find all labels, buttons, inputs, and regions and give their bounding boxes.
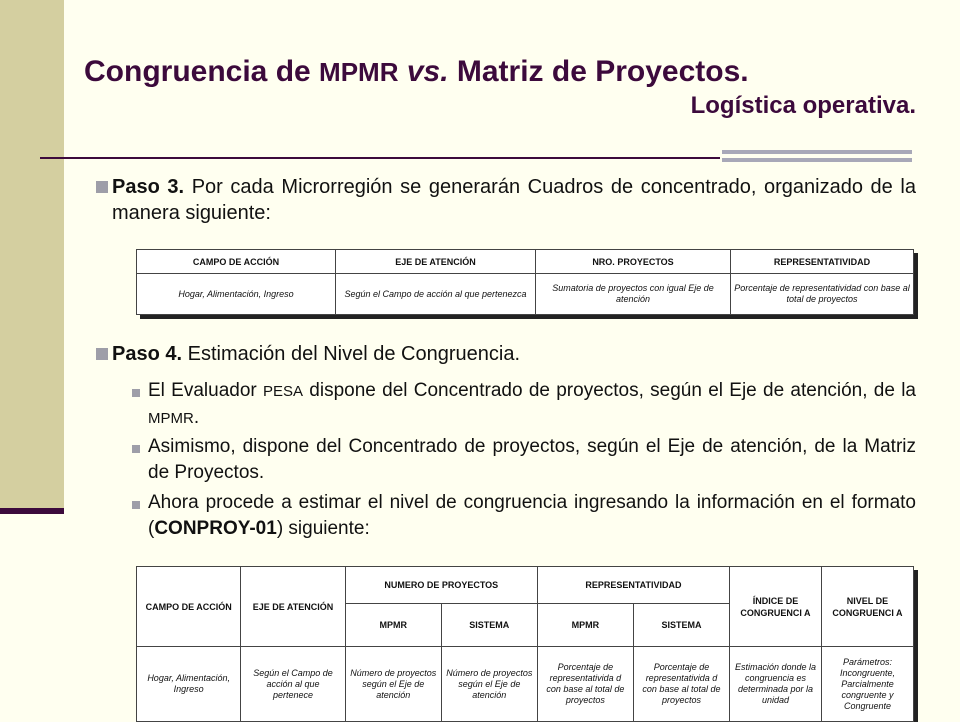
table-row bbox=[137, 647, 914, 722]
table-header-cell: ÍNDICE DE CONGRUENCI A bbox=[730, 567, 822, 647]
table-header-cell: NIVEL DE CONGRUENCI A bbox=[821, 567, 913, 647]
table-header-cell: MPMR bbox=[345, 604, 441, 647]
title-divider-accent bbox=[722, 150, 912, 162]
conproy-table bbox=[136, 566, 914, 722]
table-header-row bbox=[137, 567, 914, 604]
table-header-cell: REPRESENTATIVIDAD bbox=[537, 567, 729, 604]
table-cell: Porcentaje de representativida d con base al total de proyectos bbox=[537, 647, 633, 722]
table-cell: Porcentaje de representatividad con base al total de proyectos bbox=[731, 274, 914, 315]
table-cell: Porcentaje de representativida d con base al total de proyectos bbox=[633, 647, 729, 722]
sub-bullet-ahora: Ahora procede a estimar el nivel de congruencia ingresando la información en el formato (CONPROY-01) siguiente: bbox=[148, 492, 916, 539]
table-header-cell: NUMERO DE PROYECTOS bbox=[345, 567, 537, 604]
table-header-cell: SISTEMA bbox=[441, 604, 537, 647]
title-subtitle: Logística operativa. bbox=[690, 92, 916, 119]
table-cell: Hogar, Alimentación, Ingreso bbox=[137, 274, 336, 315]
table-cell: Hogar, Alimentación, Ingreso bbox=[137, 647, 241, 722]
slide-title bbox=[84, 54, 916, 122]
table-header-cell: EJE DE ATENCIÓN bbox=[336, 250, 536, 274]
table-cell: Estimación donde la congruencia es determinada por la unidad bbox=[730, 647, 822, 722]
table-header-cell: EJE DE ATENCIÓN bbox=[241, 567, 345, 647]
paso3-paragraph: Paso 3. Por cada Microrregión se generarán Cuadros de concentrado, organizado de la manera siguiente: bbox=[112, 176, 916, 224]
table-header-cell: CAMPO DE ACCIÓN bbox=[137, 250, 336, 274]
bullet-square-icon bbox=[132, 501, 140, 509]
sidebar-foot bbox=[0, 508, 64, 514]
bullet-square-icon bbox=[96, 181, 108, 193]
table-cell: Sumatoria de proyectos con igual Eje de atención bbox=[536, 274, 731, 315]
table-row bbox=[137, 274, 914, 315]
bullet-square-icon bbox=[132, 389, 140, 397]
bullet-square-icon bbox=[132, 445, 140, 453]
bullet-square-icon bbox=[96, 348, 108, 360]
sub-bullet-asimismo: Asimismo, dispone del Concentrado de proyectos, según el Eje de atención, de la Matriz de Proyectos. bbox=[148, 436, 916, 483]
title-main: Congruencia de MPMR vs. Matriz de Proyectos. bbox=[84, 55, 749, 88]
sidebar-band bbox=[0, 0, 64, 514]
table-header-row bbox=[137, 250, 914, 274]
table-header-cell: SISTEMA bbox=[633, 604, 729, 647]
concentrado-table bbox=[136, 249, 914, 315]
table-cell: Número de proyectos según el Eje de atención bbox=[441, 647, 537, 722]
table-header-cell: CAMPO DE ACCIÓN bbox=[137, 567, 241, 647]
table-header-cell: REPRESENTATIVIDAD bbox=[731, 250, 914, 274]
table-header-cell: NRO. PROYECTOS bbox=[536, 250, 731, 274]
table-header-cell: MPMR bbox=[537, 604, 633, 647]
sub-bullet-evaluador: El Evaluador PESA dispone del Concentrado de proyectos, según el Eje de atención, de la MPMR. bbox=[148, 380, 916, 428]
title-divider bbox=[40, 157, 720, 159]
table-cell: Según el Campo de acción al que pertenece bbox=[241, 647, 345, 722]
paso4-paragraph: Paso 4. Estimación del Nivel de Congruencia. bbox=[112, 343, 520, 365]
table-cell: Número de proyectos según el Eje de atención bbox=[345, 647, 441, 722]
table-cell: Parámetros: Incongruente, Parcialmente congruente y Congruente bbox=[821, 647, 913, 722]
table-cell: Según el Campo de acción al que pertenezca bbox=[336, 274, 536, 315]
